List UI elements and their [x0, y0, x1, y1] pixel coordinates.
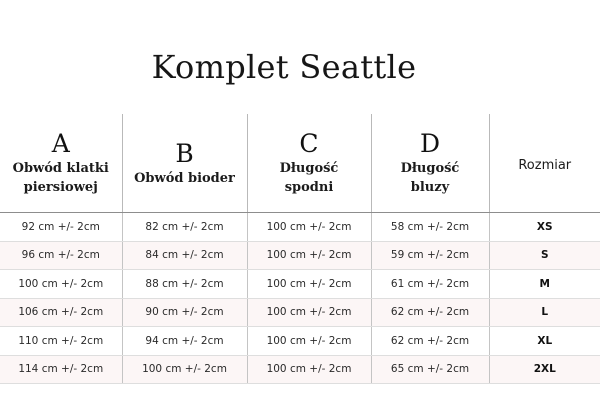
table-row: [0, 241, 600, 270]
cell-size: M: [489, 270, 600, 299]
header-letter-d: D: [419, 129, 441, 158]
header-hips: [122, 114, 247, 213]
cell-size: 2XL: [489, 355, 600, 384]
header-letter-b: B: [175, 138, 194, 168]
cell-hoodie-length: 62 cm +/- 2cm: [371, 298, 489, 327]
table-row: [0, 327, 600, 356]
cell-hoodie-length: 61 cm +/- 2cm: [371, 270, 489, 299]
header-label-chest: Obwód klatki piersiowej: [12, 161, 109, 195]
cell-chest: 96 cm +/- 2cm: [0, 241, 122, 270]
cell-hoodie-length: 58 cm +/- 2cm: [371, 213, 489, 242]
cell-size: S: [489, 241, 600, 270]
cell-hips: 82 cm +/- 2cm: [122, 213, 247, 242]
table-row: [0, 355, 600, 384]
header-label-pants-length: Długość spodni: [279, 161, 339, 195]
table-row: [0, 213, 600, 242]
page-title: Komplet Seattle: [151, 48, 417, 86]
cell-pants-length: 100 cm +/- 2cm: [247, 241, 371, 270]
header-label-hips: Obwód bioder: [134, 170, 235, 186]
cell-pants-length: 100 cm +/- 2cm: [247, 270, 371, 299]
cell-chest: 110 cm +/- 2cm: [0, 327, 122, 356]
cell-chest: 114 cm +/- 2cm: [0, 355, 122, 384]
header-label-hoodie-length: Długość bluzy: [400, 161, 460, 195]
table-header: [0, 114, 600, 213]
cell-hips: 94 cm +/- 2cm: [122, 327, 247, 356]
header-chest: [0, 114, 122, 213]
cell-chest: 92 cm +/- 2cm: [0, 213, 122, 242]
cell-chest: 106 cm +/- 2cm: [0, 298, 122, 327]
cell-hips: 84 cm +/- 2cm: [122, 241, 247, 270]
cell-pants-length: 100 cm +/- 2cm: [247, 213, 371, 242]
table-body: [0, 213, 600, 384]
header-label-size: Rozmiar: [518, 157, 572, 173]
cell-hips: 88 cm +/- 2cm: [122, 270, 247, 299]
cell-hips: 100 cm +/- 2cm: [122, 355, 247, 384]
cell-pants-length: 100 cm +/- 2cm: [247, 298, 371, 327]
cell-size: L: [489, 298, 600, 327]
table-row: [0, 298, 600, 327]
cell-chest: 100 cm +/- 2cm: [0, 270, 122, 299]
cell-hoodie-length: 65 cm +/- 2cm: [371, 355, 489, 384]
cell-size: XL: [489, 327, 600, 356]
cell-size: XS: [489, 213, 600, 242]
table-row: [0, 270, 600, 299]
header-pants-length: [247, 114, 371, 213]
header-size: [489, 114, 600, 213]
cell-hips: 90 cm +/- 2cm: [122, 298, 247, 327]
header-letter-a: A: [51, 129, 70, 158]
header-letter-c: C: [299, 129, 319, 158]
header-row: [0, 114, 600, 213]
header-hoodie-length: [371, 114, 489, 213]
cell-hoodie-length: 62 cm +/- 2cm: [371, 327, 489, 356]
cell-hoodie-length: 59 cm +/- 2cm: [371, 241, 489, 270]
size-table: [0, 114, 600, 384]
cell-pants-length: 100 cm +/- 2cm: [247, 327, 371, 356]
cell-pants-length: 100 cm +/- 2cm: [247, 355, 371, 384]
